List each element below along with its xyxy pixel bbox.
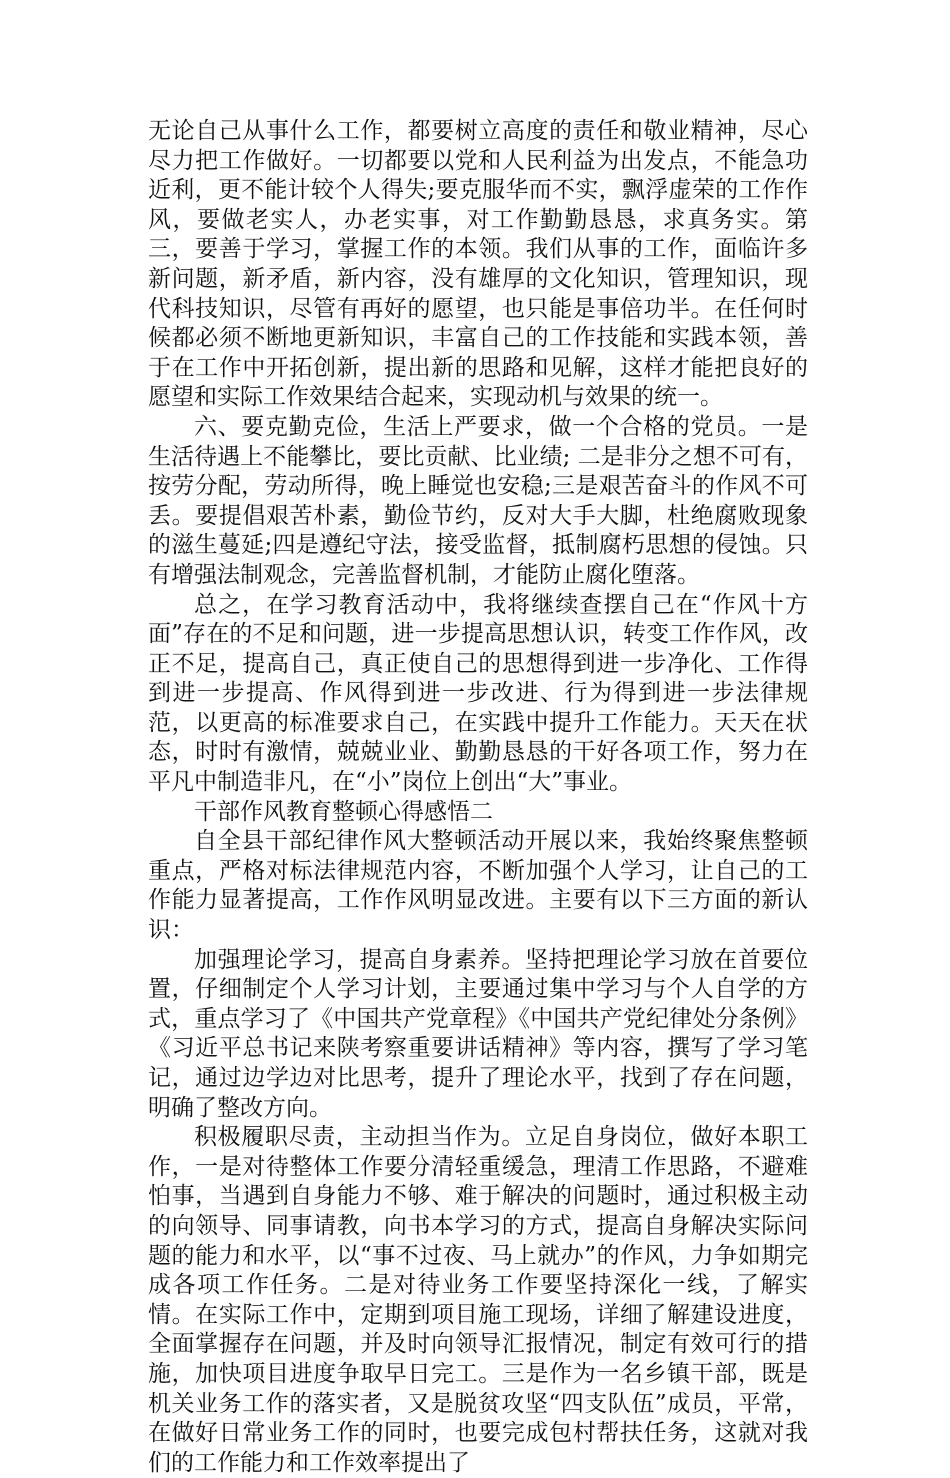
document-page (148, 117, 808, 1478)
paragraph-theory-study: 加强理论学习，提高自身素养。坚持把理论学习放在首要位置，仔细制定个人学习计划，主要通过集中学习与个人自学的方式，重点学习了《中国共产党章程》《中国共产党纪律处分条例》《习近平总书记来陕考察重要讲话精神》等内容，撰写了学习笔记，通过边学边对比思考，提升了理论水平，找到了存在问题，明确了整改方向。 (148, 946, 808, 1121)
paragraph-duty: 积极履职尽责，主动担当作为。立足自身岗位，做好本职工作，一是对待整体工作要分清轻重缓急，理清工作思路，不避难怕事，当遇到自身能力不够、难于解决的问题时，通过积极主动的向领导、同事请教，向书本学习的方式，提高自身解决实际问题的能力和水平，以“事不过夜、马上就办”的作风，力争如期完成各项工作任务。二是对待业务工作要坚持深化一线，了解实情。在实际工作中，定期到项目施工现场，详细了解建设进度，全面掌握存在问题，并及时向领导汇报情况，制定有效可行的措施，加快项目进度争取早日完工。三是作为一名乡镇干部，既是机关业务工作的落实者，又是脱贫攻坚“四支队伍”成员，平常，在做好日常业务工作的同时，也要完成包村帮扶任务，这就对我们的工作能力和工作效率提出了 (148, 1124, 808, 1476)
paragraph-continuation: 无论自己从事什么工作，都要树立高度的责任和敬业精神，尽心尽力把工作做好。一切都要以党和人民利益为出发点，不能急功近利，更不能计较个人得失;要克服华而不实，飘浮虚荣的工作作风，要做老实人，办老实事，对工作勤勤恳恳，求真务实。第三，要善于学习，掌握工作的本领。我们从事的工作，面临许多新问题，新矛盾，新内容，没有雄厚的文化知识，管理知识，现代科技知识，尽管有再好的愿望，也只能是事倍功半。在任何时候都必须不断地更新知识，丰富自己的工作技能和实践本领，善于在工作中开拓创新，提出新的思路和见解，这样才能把良好的愿望和实际工作效果结合起来，实现动机与效果的统一。 (148, 118, 808, 411)
section-title: 干部作风教育整顿心得感悟二 (194, 798, 493, 825)
paragraph-section-six: 六、要克勤克俭，生活上严要求，做一个合格的党员。一是生活待遇上不能攀比，要比贡献、比业绩; 二是非分之想不可有，按劳分配，劳动所得，晚上睡觉也安稳;三是艰苦奋斗的作风不可丢。要提倡艰苦朴素，勤俭节约，反对大手大脚，杜绝腐败现象的滋生蔓延;四是遵纪守法，接受监督，抵制腐朽思想的侵蚀。只有增强法制观念，完善监督机制，才能防止腐化堕落。 (148, 413, 808, 588)
paragraph-conclusion: 总之，在学习教育活动中，我将继续查摆自己在“作风十方面”存在的不足和问题，进一步提高思想认识，转变工作作风，改正不足，提高自己，真正使自己的思想得到进一步净化、工作得到进一步提高、作风得到进一步改进、行为得到进一步法律规范，以更高的标准要求自己，在实践中提升工作能力。天天在状态，时时有激情，兢兢业业、勤勤恳恳的干好各项工作，努力在平凡中制造非凡，在“小”岗位上创出“大”事业。 (148, 591, 808, 796)
paragraph-intro: 自全县干部纪律作风大整顿活动开展以来，我始终聚焦整顿重点，严格对标法律规范内容，不断加强个人学习，让自己的工作能力显著提高，工作作风明显改进。主要有以下三方面的新认识： (148, 828, 808, 944)
